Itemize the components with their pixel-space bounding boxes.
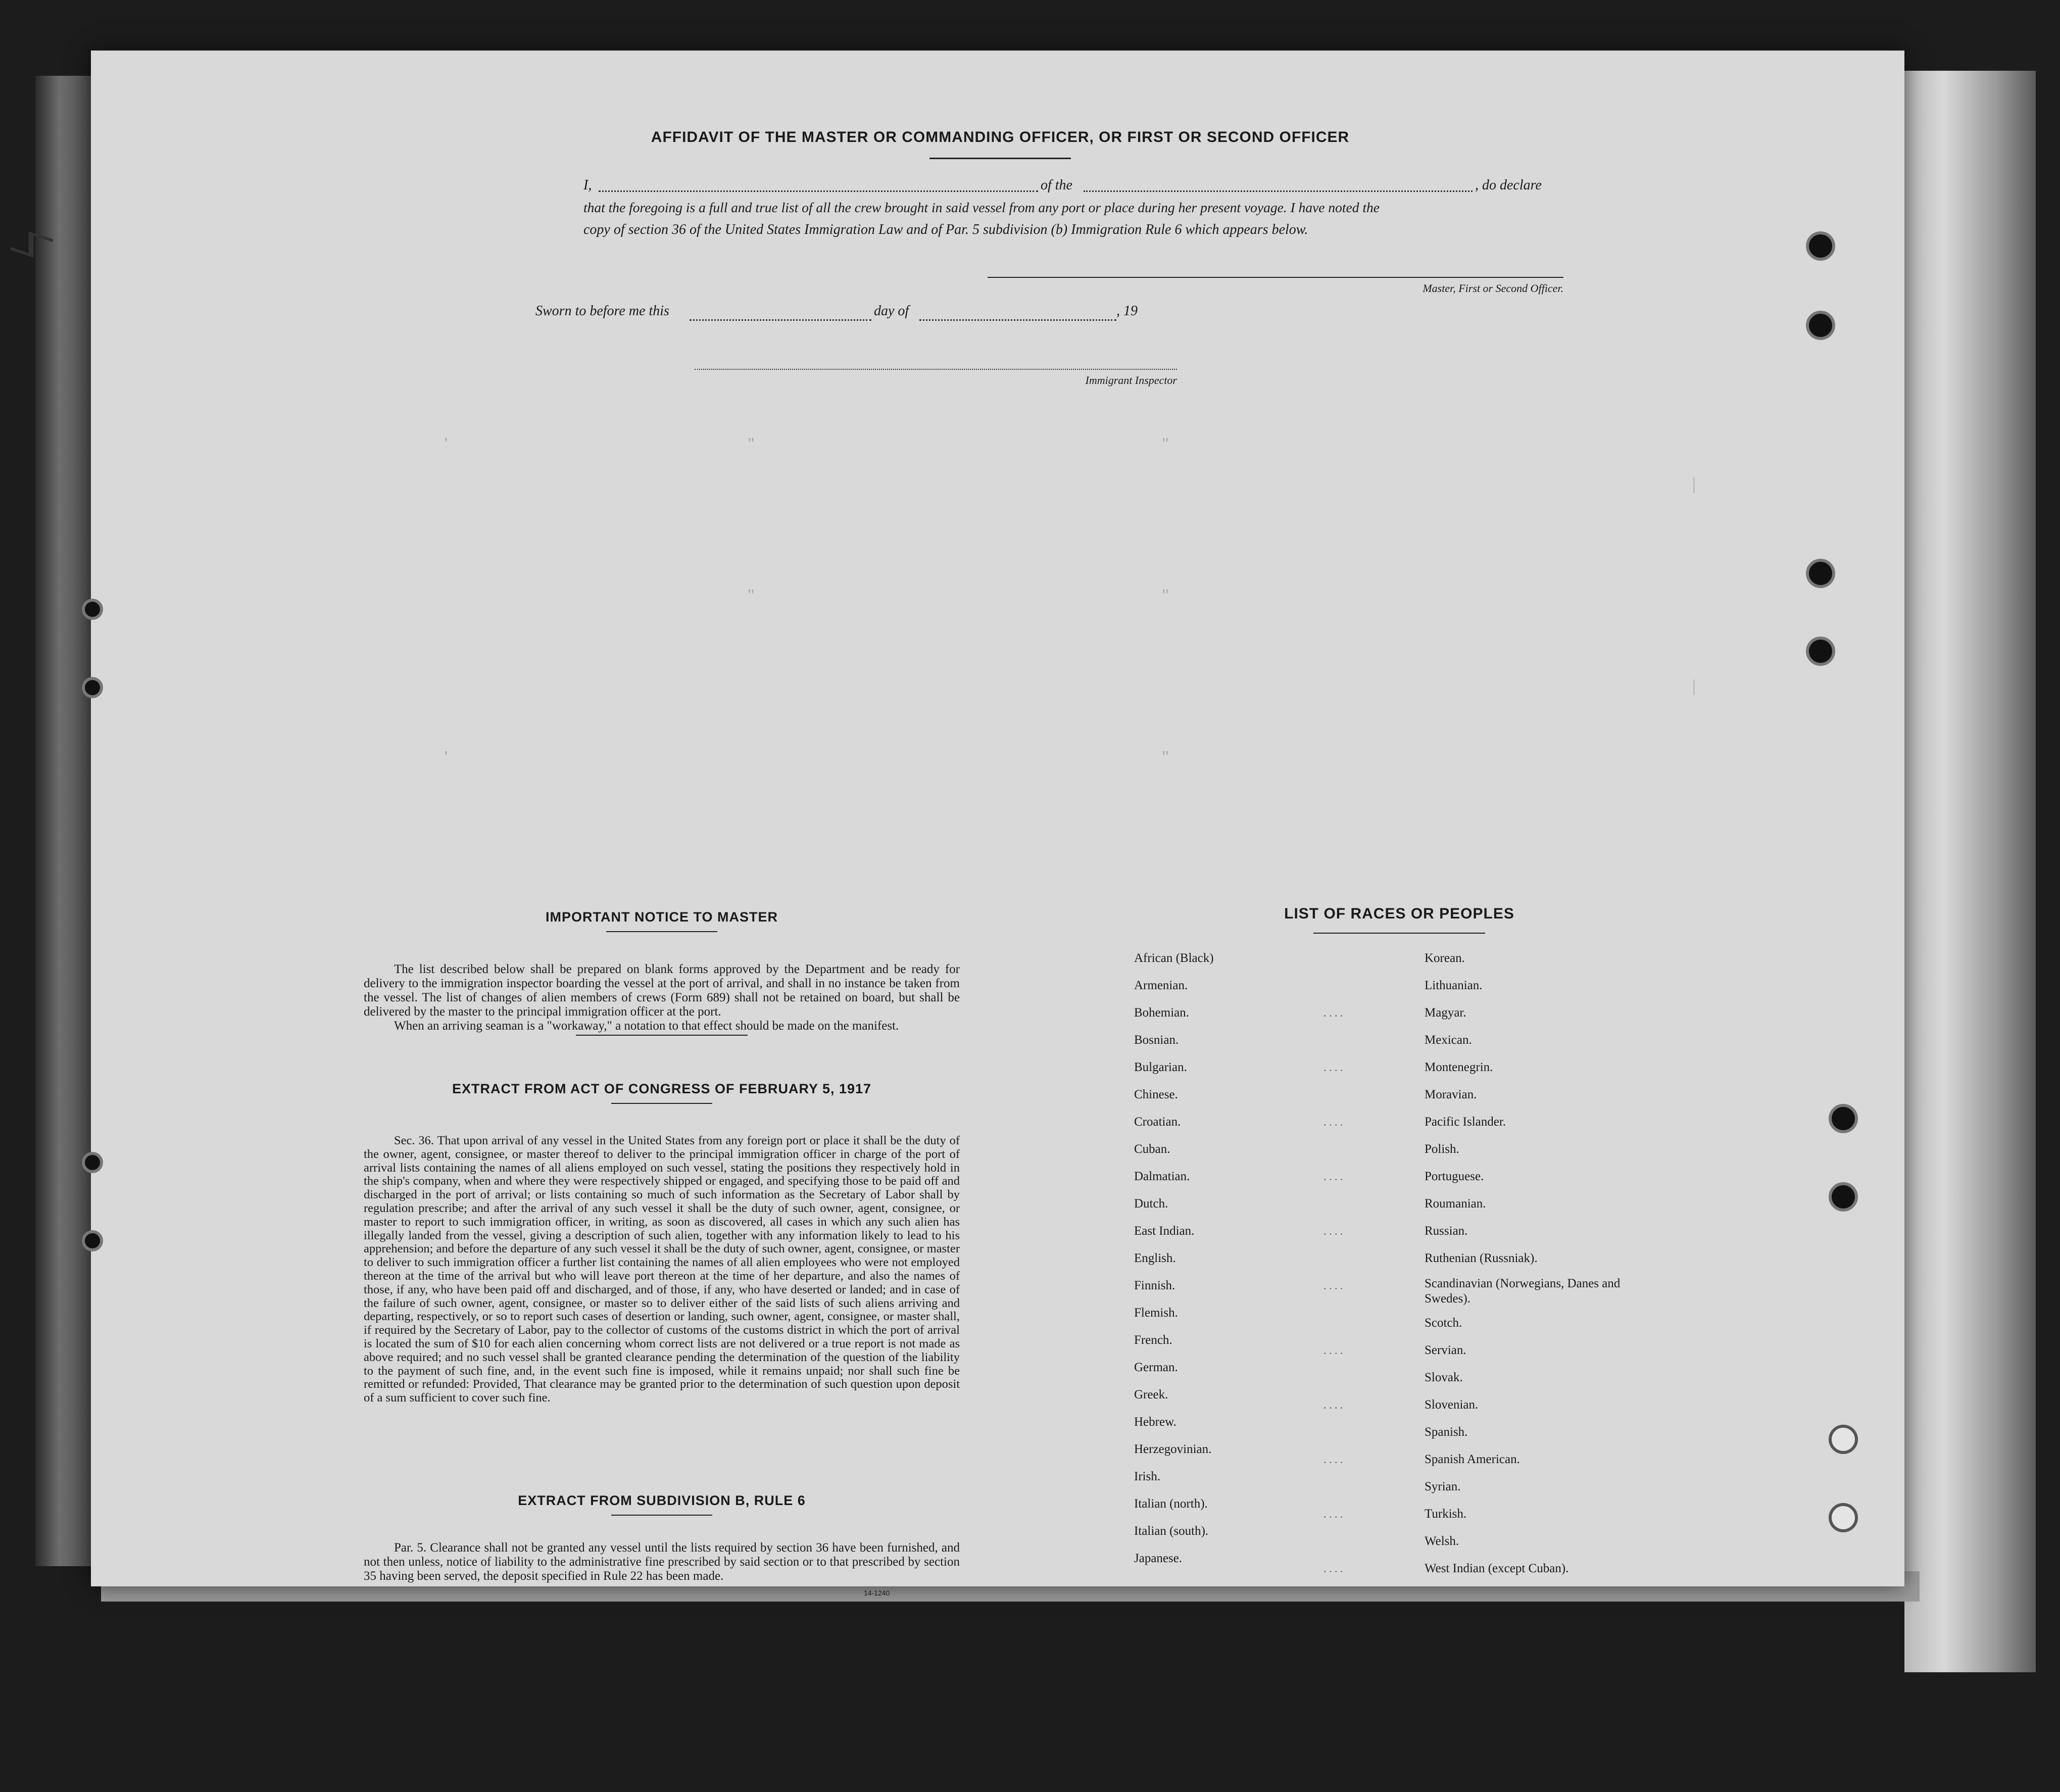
race-entry: Moravian.	[1425, 1088, 1477, 1101]
affidavit-declaration	[583, 174, 1563, 241]
rule-extract-underline	[611, 1515, 712, 1516]
race-entry: Lithuanian.	[1425, 979, 1483, 992]
punch-hole	[1829, 1503, 1858, 1532]
sworn-day-field[interactable]	[690, 319, 871, 321]
vessel-name-field[interactable]	[1084, 190, 1473, 192]
punch-hole	[1806, 637, 1835, 666]
race-entry: Slovenian.	[1425, 1398, 1479, 1412]
race-entry: Scotch.	[1425, 1316, 1462, 1330]
race-entry: Turkish.	[1425, 1507, 1467, 1521]
race-entry: Magyar.	[1425, 1006, 1466, 1020]
dot-leader	[1323, 1027, 1343, 1054]
bleed-through-mark: |	[1692, 677, 1696, 696]
bleed-through-mark: "	[748, 586, 755, 605]
punch-hole	[1806, 231, 1835, 261]
punch-hole	[82, 1152, 103, 1173]
inspector-caption: Immigrant Inspector	[1085, 374, 1177, 386]
form-number: 14-1240	[864, 1589, 890, 1597]
sworn-month-field[interactable]	[919, 319, 1116, 321]
races-right-column	[1425, 945, 1637, 1582]
race-entry: Finnish.	[1134, 1279, 1175, 1292]
race-entry: Scandinavian (Norwegians, Danes and Swedes).	[1425, 1277, 1621, 1305]
handwritten-margin-note: ϟ	[1, 226, 66, 263]
race-entry: Montenegrin.	[1425, 1060, 1493, 1074]
races-dot-leaders	[1323, 945, 1343, 1582]
race-entry: Greek.	[1134, 1388, 1168, 1401]
bleed-through-mark: "	[1162, 586, 1169, 605]
race-entry: French.	[1134, 1333, 1172, 1347]
race-entry: Dalmatian.	[1134, 1170, 1190, 1183]
title-underline	[929, 158, 1071, 159]
bleed-through-mark: "	[1162, 748, 1169, 766]
inspector-signature-line[interactable]	[695, 369, 1177, 370]
race-entry: Spanish American.	[1425, 1452, 1520, 1466]
dot-leader: . . . .	[1323, 1398, 1343, 1411]
punch-hole	[1829, 1104, 1858, 1133]
bleed-through-mark: '	[445, 434, 448, 453]
dot-leader	[1323, 1473, 1343, 1500]
declarant-name-field[interactable]	[599, 190, 1038, 192]
bleed-through-mark: "	[1162, 434, 1169, 453]
race-entry: West Indian (except Cuban).	[1425, 1562, 1569, 1575]
race-entry: Polish.	[1425, 1142, 1459, 1156]
dot-leader: . . . .	[1323, 1061, 1343, 1074]
dot-leader	[1323, 1364, 1343, 1391]
dot-leader	[1323, 1419, 1343, 1446]
section-36-text: Sec. 36. That upon arrival of any vessel in the United States from any foreign port or place it shall be the duty of the owner, agent, consignee, or master thereof to deliver to the principal immigration officer in charge of the port of arrival lists containing the names of all aliens employed on such vessel, stating the positions they respectively hold in the ship's company, when and where they were respectively shipped or engaged, and specifying those to be paid off and discharged in the port of arrival; or lists containing so much of such information as the Secretary of Labor shall by regulation prescribe; and after the arrival of any such vessel it shall be the duty of such owner, agent, consignee, or master to report to such immigration officer, in writing, as soon as discovered, all cases in which any such alien has illegally landed from the vessel, giving a description of such alien, together with any information likely to lead to his apprehension; and before the departure of any such vessel it shall be the duty of such owner, agent, consignee, or master to deliver to such immigration officer a further list containing the names of all alien employees who were not employed thereon at the time of the arrival but who will leave port thereon at the time of her departure, and also the names of those, if any, who have been paid off and discharged, and of those, if any, who have deserted or landed; and in case of the failure of such owner, agent, consignee, or master so to deliver either of the said lists of such aliens arriving and departing, respectively, or so to report such cases of desertion or landing, such owner, agent, consignee, or master shall, if required by the Secretary of Labor, pay to the collector of customs of the customs district in which the port of arrival is located the sum of $10 for each alien concerning whom correct lists are not delivered or a true report is not made as above required; and no such vessel shall be granted clearance pending the determination of the question of the liability to the payment of such fine, and, in the event such fine is imposed, while it remains unpaid; nor shall such fine be remitted or refunded: Provided, That clearance may be granted prior to the determination of such question upon deposit of a sum sufficient to cover such fine.	[364, 1134, 960, 1405]
dot-leader: . . . .	[1323, 1006, 1343, 1019]
dot-leader	[1323, 972, 1343, 999]
act-extract-underline	[611, 1103, 712, 1104]
bleed-through-mark: '	[445, 748, 448, 766]
race-entry: Dutch.	[1134, 1197, 1168, 1210]
dot-leader: . . . .	[1323, 1279, 1343, 1292]
punch-hole	[1829, 1182, 1858, 1212]
race-entry: Bulgarian.	[1134, 1060, 1187, 1074]
manifest-sheet	[91, 51, 1904, 1597]
notice-paragraph-2: When an arriving seaman is a "workaway," a notation to that effect should be made on the manifest.	[394, 1019, 899, 1033]
race-entry: Portuguese.	[1425, 1170, 1484, 1183]
race-entry: Syrian.	[1425, 1480, 1461, 1493]
race-entry: African (Black)	[1134, 951, 1214, 965]
race-entry: Italian (south).	[1134, 1524, 1209, 1538]
races-underline	[1313, 933, 1485, 934]
race-entry: Armenian.	[1134, 979, 1188, 992]
race-entry: Servian.	[1425, 1343, 1466, 1357]
dot-leader: . . . .	[1323, 1344, 1343, 1357]
dot-leader	[1323, 1528, 1343, 1555]
race-entry: Irish.	[1134, 1470, 1161, 1483]
notice-body	[364, 962, 960, 1033]
race-entry: Italian (north).	[1134, 1497, 1208, 1511]
notice-paragraph-1: The list described below shall be prepared on blank forms approved by the Department and be ready for delivery to the immigration inspector boarding the vessel at the port of arrival, and shall in no instance be taken from the vessel. The list of changes of alien members of crews (Form 689) shall not be retained on board, but shall be delivered by the master to the principal immigration officer at the port.	[364, 962, 960, 1019]
rule-extract-title: EXTRACT FROM SUBDIVISION B, RULE 6	[518, 1493, 806, 1508]
punch-hole	[82, 1230, 103, 1251]
race-entry: Welsh.	[1425, 1534, 1459, 1548]
master-signature-caption: Master, First or Second Officer.	[1423, 282, 1563, 295]
punch-hole	[1806, 311, 1835, 340]
dot-leader	[1323, 1081, 1343, 1108]
punch-hole	[1806, 559, 1835, 588]
dot-leader	[1323, 1310, 1343, 1337]
dot-leader	[1323, 1190, 1343, 1218]
race-entry: Bosnian.	[1134, 1033, 1179, 1047]
race-entry: Mexican.	[1425, 1033, 1472, 1047]
race-entry: German.	[1134, 1361, 1178, 1374]
punch-hole	[82, 677, 103, 698]
rule-extract-body	[364, 1541, 960, 1583]
declare-text: , do declare	[1475, 177, 1542, 193]
punch-hole	[82, 599, 103, 620]
day-of-label: day of	[874, 303, 909, 319]
act-extract-title: EXTRACT FROM ACT OF CONGRESS OF FEBRUARY 5, 1917	[452, 1081, 872, 1096]
dot-leader	[1323, 945, 1343, 972]
dot-leader: . . . .	[1323, 1170, 1343, 1183]
declaration-line-2: that the foregoing is a full and true list of all the crew brought in said vessel from any port or place during her present voyage. I have noted the	[583, 200, 1380, 215]
races-left-column	[1134, 945, 1214, 1572]
races-title: LIST OF RACES OR PEOPLES	[1284, 905, 1514, 922]
sworn-label: Sworn to before me this	[535, 303, 669, 319]
punch-hole	[1829, 1425, 1858, 1454]
race-entry: Slovak.	[1425, 1371, 1463, 1384]
race-entry: Roumanian.	[1425, 1197, 1486, 1210]
race-entry: Cuban.	[1134, 1142, 1170, 1156]
year-label: , 19	[1116, 303, 1138, 319]
sworn-statement	[535, 303, 1192, 325]
bleed-through-mark: |	[1692, 475, 1696, 494]
declaration-line-3: copy of section 36 of the United States Immigration Law and of Par. 5 subdivision (b) Immigration Rule 6 which appears below.	[583, 222, 1308, 237]
affidavit-title: AFFIDAVIT OF THE MASTER OR COMMANDING OFFICER, OR FIRST OR SECOND OFFICER	[651, 129, 1350, 146]
dot-leader	[1323, 1245, 1343, 1272]
dot-leader: . . . .	[1323, 1453, 1343, 1466]
race-entry: Bohemian.	[1134, 1006, 1190, 1020]
race-entry: Herzegovinian.	[1134, 1442, 1212, 1456]
dot-leader	[1323, 1136, 1343, 1163]
race-entry: Russian.	[1425, 1224, 1468, 1238]
act-extract-body	[364, 1134, 960, 1405]
race-entry: Flemish.	[1134, 1306, 1178, 1320]
scan-edge-right	[1904, 71, 2036, 1672]
dot-leader: . . . .	[1323, 1225, 1343, 1237]
race-entry: East Indian.	[1134, 1224, 1195, 1238]
race-entry: Japanese.	[1134, 1552, 1183, 1565]
notice-underline	[606, 931, 717, 932]
race-entry: Chinese.	[1134, 1088, 1178, 1101]
par-5-text: Par. 5. Clearance shall not be granted any vessel until the lists required by section 36 have been furnished, and not then unless, notice of liability to the administrative fine prescribed by said section or to that prescribed by section 35 having been served, the deposit specified in Rule 22 has been made.	[364, 1541, 960, 1583]
race-entry: Pacific Islander.	[1425, 1115, 1506, 1129]
vessel-label: of the	[1041, 177, 1072, 193]
race-entry: Korean.	[1425, 951, 1465, 965]
dot-leader: . . . .	[1323, 1508, 1343, 1520]
dot-leader: . . . .	[1323, 1562, 1343, 1575]
section-divider	[576, 1035, 748, 1036]
race-entry: Ruthenian (Russniak).	[1425, 1251, 1538, 1265]
dot-leader: . . . .	[1323, 1116, 1343, 1128]
scan-edge-left	[35, 76, 96, 1566]
bleed-through-mark: "	[748, 434, 755, 453]
race-entry: Spanish.	[1425, 1425, 1468, 1439]
race-entry: Hebrew.	[1134, 1415, 1176, 1429]
notice-title: IMPORTANT NOTICE TO MASTER	[546, 909, 778, 925]
race-entry: English.	[1134, 1251, 1176, 1265]
master-signature-line[interactable]	[988, 277, 1563, 278]
race-entry: Croatian.	[1134, 1115, 1181, 1129]
declarant-label: I,	[583, 177, 592, 193]
